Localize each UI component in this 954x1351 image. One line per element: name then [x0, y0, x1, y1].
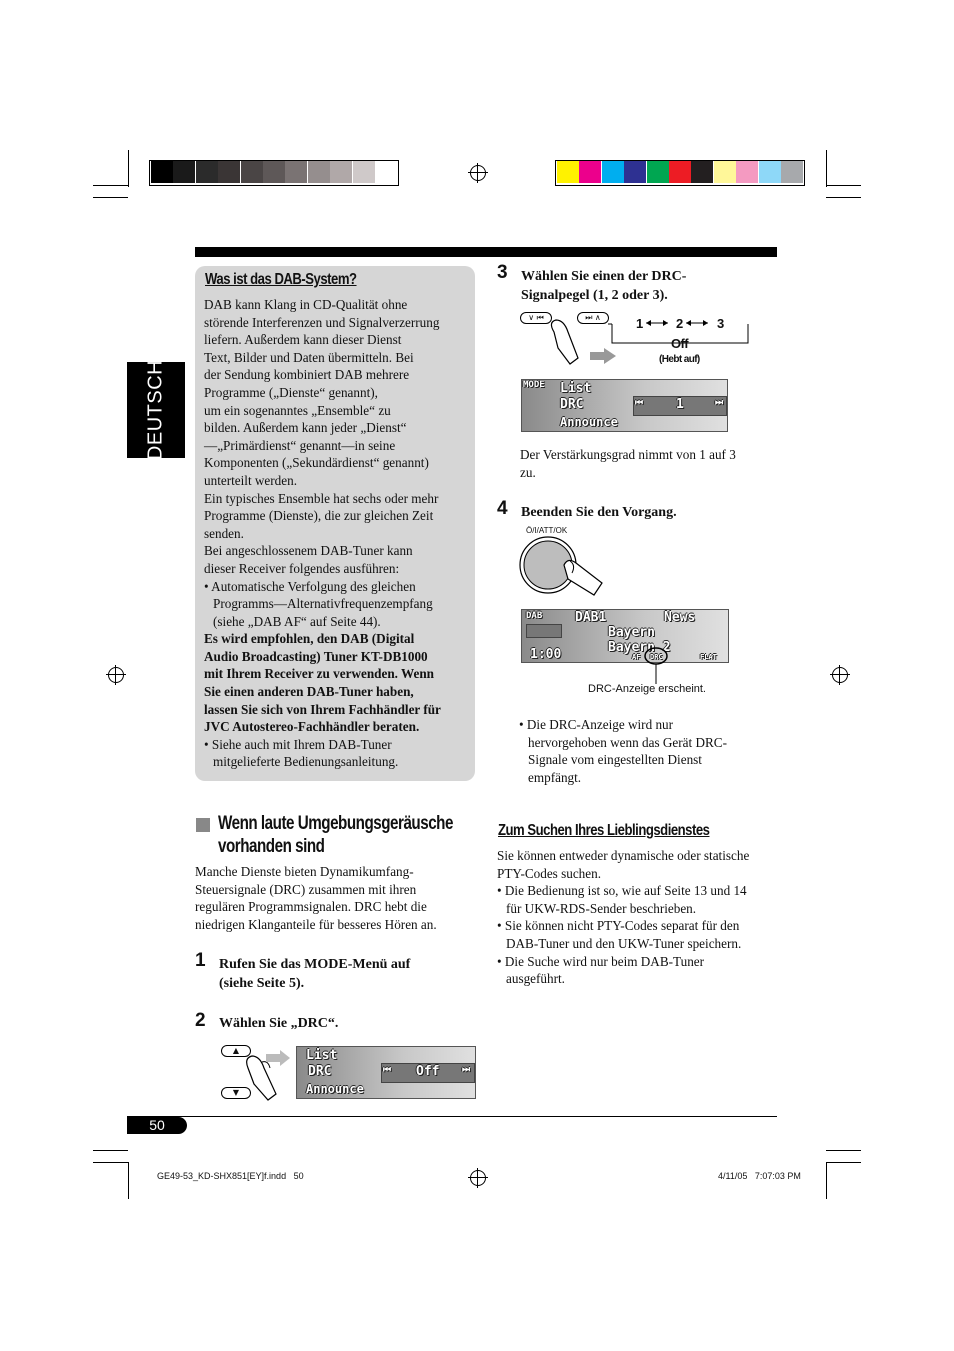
display-next-icon: ⏭ [462, 1065, 471, 1075]
drc-level-display [521, 379, 728, 432]
text-line: Bei angeschlossenem DAB-Tuner kann [204, 543, 413, 559]
calibration-swatch [714, 161, 737, 183]
display-mode-label: MODE [523, 380, 545, 390]
control-knob-icon[interactable] [518, 535, 608, 600]
registration-mark-bottom [470, 1170, 486, 1186]
registration-mark-right [832, 667, 848, 683]
footer-rule [127, 1116, 777, 1117]
text-line: • Die Bedienung ist so, wie auf Seite 13 und 14 [497, 883, 747, 899]
text-line: regulären Programmsignalen. DRC hebt die [195, 899, 427, 915]
text-line: Manche Dienste bieten Dynamikumfang- [195, 864, 414, 879]
calibration-swatch [330, 161, 353, 183]
calibration-swatch [557, 161, 580, 183]
footer-file: GE49-53_KD-SHX851[EY]f.indd 50 [157, 1171, 304, 1181]
registration-mark-left [108, 667, 124, 683]
text-line: • Die Suche wird nur beim DAB-Tuner [497, 953, 705, 969]
step-3-number: 3 [497, 262, 508, 283]
text-line: —„Primärdienst“ genannt—in seine [204, 437, 396, 453]
display-drc-indicator: DRC [650, 653, 663, 661]
display-announce-label: Announce [306, 1082, 364, 1096]
cycle-off-label: Off [671, 336, 688, 351]
calibration-swatch [353, 161, 376, 183]
cycle-level-2: 2 [676, 316, 683, 331]
calibration-swatch [263, 161, 286, 183]
display-announce-label: Announce [560, 415, 618, 429]
section-bullet-square [196, 818, 210, 832]
display-prev-icon: ⏮ [635, 398, 644, 408]
display-list-label: List [306, 1048, 338, 1063]
text-line: Audio Broadcasting) Tuner KT-DB1000 [204, 648, 428, 664]
calibration-swatch [218, 161, 241, 183]
calibration-swatch [759, 161, 782, 183]
pressing-finger-icon [240, 1050, 300, 1102]
calibration-swatch [602, 161, 625, 183]
next-button[interactable]: ⏭ ∧ [577, 312, 609, 324]
step-1-text-line2: (siehe Seite 5). [219, 976, 305, 991]
up-button[interactable]: ▲ [221, 1045, 251, 1057]
calibration-swatch [647, 161, 670, 183]
display-list-label: List [560, 381, 592, 396]
color-calibration-bar [555, 160, 805, 186]
display-dab1-label: DAB1 [575, 610, 607, 625]
text-line: • Siehe auch mit Ihrem DAB-Tuner [204, 736, 392, 752]
display-clock: 1:00 [530, 647, 562, 662]
drc-callout-text: DRC-Anzeige erscheint. [588, 683, 706, 695]
text-line: Sie können entweder dynamische oder statische [497, 848, 750, 863]
infobox-text [204, 296, 472, 771]
text-line: Signale vom eingestellten Dienst [528, 752, 702, 768]
text-line: JVC Autostereo-Fachhändler beraten. [204, 719, 420, 735]
text-line: PTY-Codes suchen. [497, 865, 602, 881]
step-4-number: 4 [497, 498, 508, 519]
display-prev-icon: ⏮ [383, 1065, 392, 1075]
text-line: Programms—Alternativfrequenzempfang [213, 596, 433, 612]
calibration-swatch [579, 161, 602, 183]
text-line: liefern. Außerdem kann dieser Dienst [204, 332, 402, 348]
step-4-text-line1: Beenden Sie den Vorgang. [521, 505, 677, 520]
registration-mark-top [470, 165, 486, 181]
text-line: für UKW-RDS-Sender beschrieben. [506, 900, 697, 916]
text-line: DAB-Tuner und den UKW-Tuner speichern. [506, 935, 742, 951]
step-2-text-line1: Wählen Sie „DRC“. [219, 1016, 339, 1031]
calibration-swatch [781, 161, 804, 183]
gray-calibration-bar [149, 160, 399, 186]
language-tab-label: DEUTSCH [144, 359, 167, 461]
text-line: unterteilt werden. [204, 472, 298, 488]
step3-caption-line2: zu. [520, 465, 536, 480]
step-1-number: 1 [195, 950, 206, 971]
cycle-level-1: 1 [636, 316, 643, 331]
calibration-swatch [736, 161, 759, 183]
calibration-swatch [308, 161, 331, 183]
display-dab-label: DAB [526, 611, 543, 621]
display-next-icon: ⏭ [715, 398, 724, 408]
calibration-swatch [375, 161, 398, 183]
section-title-line2: vorhanden sind [218, 836, 325, 857]
display-drc-label: DRC [308, 1064, 332, 1079]
header-rule [195, 247, 777, 257]
text-line: der Sendung kombiniert DAB mehrere [204, 367, 410, 383]
text-line: störende Interferenzen und Signalverzerrung [204, 314, 440, 330]
text-line: DAB kann Klang in CD-Qualität ohne [204, 297, 408, 312]
text-line: dieser Receiver folgendes ausführen: [204, 560, 400, 576]
page-number: 50 [127, 1117, 187, 1134]
language-tab [127, 359, 185, 461]
text-line: Programme („Dienste“ genannt), [204, 384, 378, 400]
footer-timestamp: 4/11/05 7:07:03 PM [718, 1171, 801, 1181]
text-line: um ein sogenanntes „Ensemble“ zu [204, 402, 391, 418]
down-button[interactable]: ▼ [221, 1087, 251, 1099]
display-drc-value: 1 [676, 397, 684, 412]
text-line: • Sie können nicht PTY-Codes separat für den [497, 918, 740, 934]
text-line: lassen Sie sich von Ihrem Fachhändler für [204, 701, 441, 717]
favorites-text [497, 847, 782, 988]
text-line: Es wird empfohlen, den DAB (Digital [204, 631, 415, 647]
display-bayern1-label: Bayern [608, 625, 655, 640]
section-title-line1: Wenn laute Umgebungsgeräusche [218, 813, 453, 834]
calibration-swatch [196, 161, 219, 183]
text-line: (siehe „DAB AF“ auf Seite 44). [213, 613, 381, 629]
text-line: Komponenten („Sekundärdienst“ genannt) [204, 455, 429, 471]
step4-note [519, 716, 779, 786]
calibration-swatch [624, 161, 647, 183]
display-news-label: News [664, 610, 696, 625]
text-line: bilden. Außerdem kann jeder „Dienst“ [204, 420, 407, 436]
calibration-swatch [241, 161, 264, 183]
display-flat-indicator: FLAT [700, 653, 717, 661]
step3-caption-line1: Der Verstärkungsgrad nimmt von 1 auf 3 [520, 447, 736, 462]
favorites-title: Zum Suchen Ihres Lieblingsdienstes [498, 822, 710, 839]
display-dab-logo-box [526, 624, 562, 638]
calibration-swatch [285, 161, 308, 183]
drc-select-display [296, 1046, 476, 1099]
text-line: hervorgehoben wenn das Gerät DRC- [528, 734, 727, 750]
display-af-indicator: AF [632, 653, 641, 661]
calibration-swatch [691, 161, 714, 183]
text-line: • Die DRC-Anzeige wird nur [519, 717, 674, 732]
text-line: mit Ihrem Receiver zu verwenden. Wenn [204, 666, 435, 682]
text-line: mitgelieferte Bedienungsanleitung. [213, 754, 399, 770]
step-1-text-line1: Rufen Sie das MODE-Menü auf [219, 957, 411, 972]
cycle-off-note: (Hebt auf) [659, 354, 700, 365]
text-line: Steuersignale (DRC) zusammen mit ihren [195, 881, 417, 897]
prev-button[interactable]: ∨ ⏮ [520, 312, 552, 324]
calibration-swatch [669, 161, 692, 183]
text-line: • Automatische Verfolgung des gleichen [204, 578, 416, 594]
text-line: Programme (Dienste), die zur gleichen Zeit [204, 508, 434, 524]
text-line: Ein typisches Ensemble hat sechs oder mehr [204, 490, 439, 506]
dab-status-display [521, 609, 729, 663]
step-3-text-line2: Signalpegel (1, 2 oder 3). [521, 288, 668, 303]
step-3-text-line1: Wählen Sie einen der DRC- [521, 269, 687, 284]
knob-label: Ö/I/ATT/OK [526, 526, 568, 535]
text-line: niedrigen Klanganteile für besseres Hören an. [195, 916, 437, 932]
display-bayern2-label: Bayern 2 [608, 640, 671, 655]
display-drc-value: Off [416, 1064, 440, 1079]
text-line: Text, Bilder und Daten übermitteln. Bei [204, 349, 414, 365]
step-2-number: 2 [195, 1010, 206, 1031]
infobox-title: Was ist das DAB-System? [205, 271, 357, 288]
cycle-level-3: 3 [717, 316, 724, 331]
text-line: Sie einen anderen DAB-Tuner haben, [204, 684, 414, 700]
section-intro-text [195, 863, 475, 933]
calibration-swatch [151, 161, 174, 183]
text-line: empfängt. [528, 769, 582, 785]
calibration-swatch [173, 161, 196, 183]
text-line: senden. [204, 525, 244, 541]
text-line: ausgeführt. [506, 971, 565, 987]
display-drc-label: DRC [560, 397, 584, 412]
drc-callout-marker [642, 646, 670, 686]
